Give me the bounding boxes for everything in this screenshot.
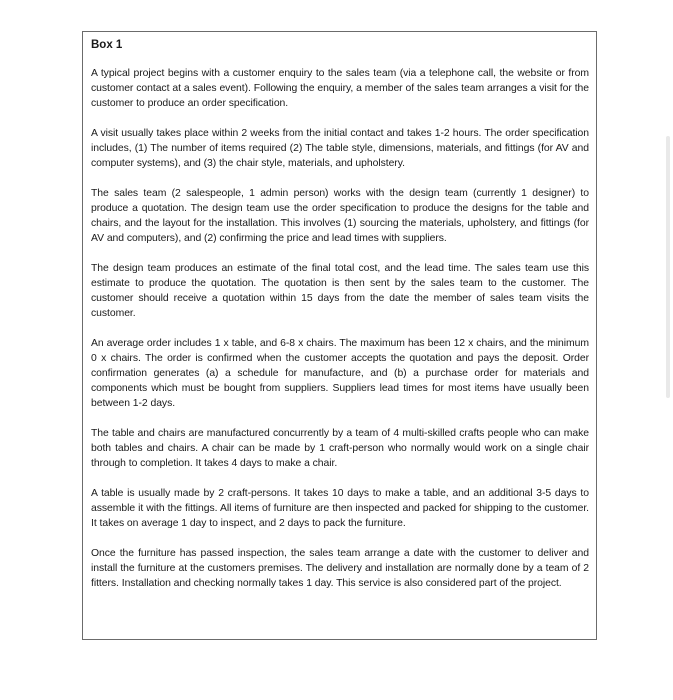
paragraph-quotation-design: The sales team (2 salespeople, 1 admin person) works with the design team (currently 1 designer) to produce a quotation. The design team use the order specification to produce the designs for the table and chairs, and the layout for the installation. This involves (1) sourcing the materials, upholstery, and fittings (for AV and computers), and (2) confirming the price and lead times with suppliers. — [91, 188, 589, 244]
paragraph-order: An average order includes 1 x table, and 6-8 x chairs. The maximum has been 12 x chairs, and the minimum 0 x chairs. The order is confirmed when the customer accepts the quotation and pays the deposit. Order confirmation generates (a) a schedule for manufacture, and (b) a purchase order for materials and components which must be bought from suppliers. Suppliers lead times for most items have usually been between 1-2 days. — [91, 338, 589, 409]
paragraph-enquiry: A typical project begins with a customer enquiry to the sales team (via a telephone call, the website or from customer contact at a sales event). Following the enquiry, a member of the sales team arranges a visit for the customer to produce an order specification. — [91, 68, 589, 109]
scrollbar[interactable] — [661, 0, 673, 700]
paragraph-table-assembly: A table is usually made by 2 craft-persons. It takes 10 days to make a table, and an additional 3-5 days to assemble it with the fittings. All items of furniture are then inspected and packed for shipping to the customer. It takes on average 1 day to inspect, and 2 days to pack the furniture. — [91, 488, 589, 529]
scrollbar-thumb[interactable] — [666, 136, 670, 398]
text-box — [82, 31, 597, 640]
paragraph-estimate: The design team produces an estimate of the final total cost, and the lead time. The sales team use this estimate to produce the quotation. The quotation is then sent by the sales team to the customer. The customer should receive a quotation within 15 days from the date the member of sales team visits the customer. — [91, 263, 589, 319]
paragraph-manufacture: The table and chairs are manufactured concurrently by a team of 4 multi-skilled crafts people who can make both tables and chairs. A chair can be made by 1 craft-person who normally would work on a single chair through to completion. It takes 4 days to make a chair. — [91, 428, 589, 469]
box-title: Box 1 — [91, 39, 123, 51]
paragraph-visit: A visit usually takes place within 2 weeks from the initial contact and takes 1-2 hours. The order specification includes, (1) The number of items required (2) The table style, dimensions, materials, and fittings (for AV and computer systems), and (3) the chair style, materials, and upholstery. — [91, 128, 589, 169]
paragraph-delivery: Once the furniture has passed inspection, the sales team arrange a date with the customer to deliver and install the furniture at the customers premises. The delivery and installation are normally done by a team of 2 fitters. Installation and checking normally takes 1 day. This service is also considered part of the project. — [91, 548, 589, 589]
